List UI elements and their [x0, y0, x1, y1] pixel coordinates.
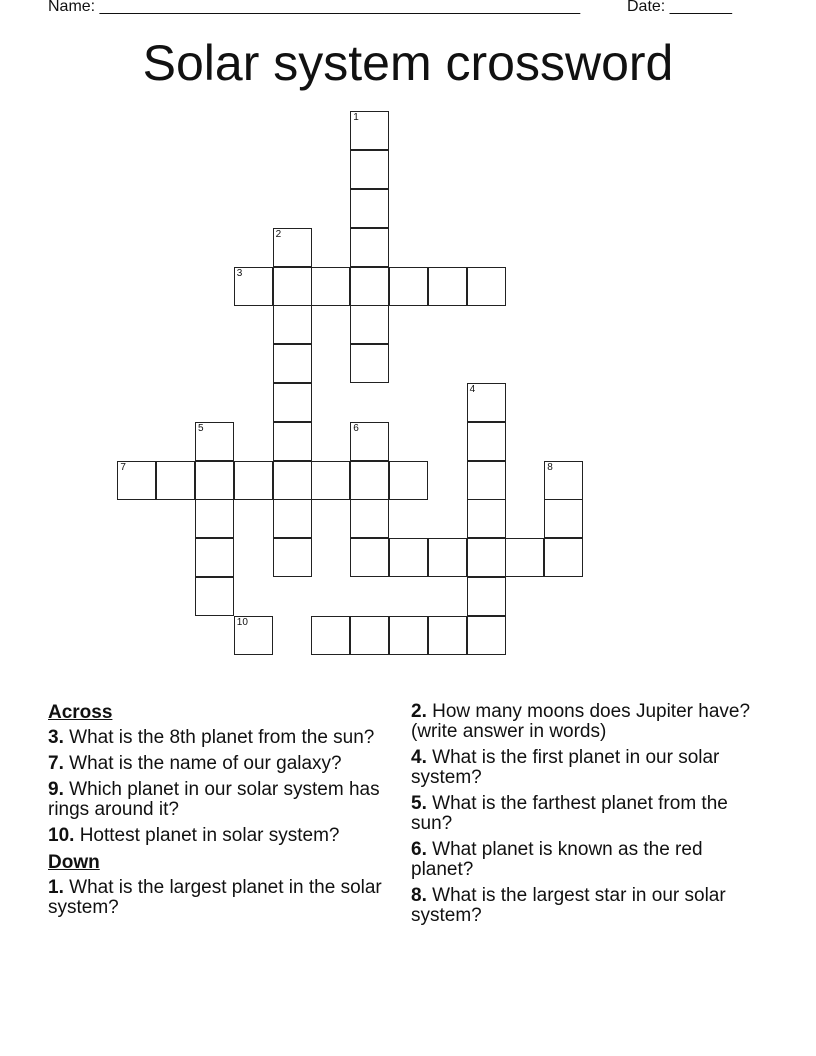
clue-number: 9.	[48, 779, 64, 800]
grid-cell[interactable]	[273, 228, 312, 267]
grid-cell[interactable]	[350, 538, 389, 577]
clue-number: 4.	[411, 747, 427, 768]
cell-number: 1	[353, 112, 359, 124]
cell-number: 3	[236, 267, 243, 279]
grid-cell[interactable]	[273, 422, 312, 461]
grid-cell[interactable]	[467, 422, 506, 461]
grid-cell[interactable]	[117, 461, 156, 500]
cell-number: 10	[236, 616, 248, 628]
cell-number: 2	[275, 228, 282, 240]
grid-cell[interactable]	[273, 344, 312, 383]
clue-text: What planet is known as the red planet?	[411, 839, 703, 880]
grid-cell[interactable]	[350, 344, 389, 383]
grid-cell[interactable]	[350, 267, 389, 306]
clue-number: 2.	[411, 701, 427, 722]
clue-text: What is the 8th planet from the sun?	[69, 727, 375, 748]
grid-cell[interactable]	[467, 499, 506, 538]
clue-text: Which planet in our solar system has rings around it?	[48, 779, 380, 820]
grid-cell[interactable]	[195, 538, 234, 577]
clues-right-column	[411, 702, 751, 932]
down-heading: Down	[48, 852, 100, 873]
clue-number: 1.	[48, 877, 64, 898]
clue-text: What is the farthest planet from the sun?	[411, 793, 728, 834]
cell-number: 8	[547, 461, 553, 473]
grid-cell[interactable]	[544, 538, 583, 577]
grid-cell[interactable]	[467, 461, 506, 500]
grid-cell[interactable]	[311, 616, 350, 655]
grid-cell[interactable]	[389, 267, 428, 306]
grid-cell[interactable]	[389, 616, 428, 655]
grid-cell[interactable]	[234, 616, 273, 655]
across-clue-10	[48, 826, 388, 846]
down-clue-8	[411, 886, 751, 926]
grid-cell[interactable]	[195, 461, 234, 500]
grid-cell[interactable]	[311, 267, 350, 306]
page-title: Solar system crossword	[142, 35, 674, 91]
grid-cell[interactable]	[350, 305, 389, 344]
clue-text: What is the largest star in our solar system?	[411, 885, 726, 926]
grid-cell[interactable]	[544, 461, 583, 500]
down-clue-2	[411, 702, 751, 742]
grid-cell[interactable]	[311, 461, 350, 500]
grid-cell[interactable]	[467, 616, 506, 655]
clue-number: 8.	[411, 885, 427, 906]
grid-cell[interactable]	[195, 499, 234, 538]
grid-cell[interactable]	[350, 499, 389, 538]
grid-cell[interactable]	[428, 616, 467, 655]
clue-number: 3.	[48, 727, 64, 748]
clue-text: What is the first planet in our solar system?	[411, 747, 720, 788]
grid-cell[interactable]	[389, 461, 428, 500]
clue-number: 6.	[411, 839, 427, 860]
clue-text: How many moons does Jupiter have?(write answer in words)	[411, 701, 751, 742]
down-clue-4	[411, 748, 751, 788]
across-clue-7	[48, 754, 388, 774]
clue-number: 10.	[48, 825, 75, 846]
grid-cell[interactable]	[273, 305, 312, 344]
grid-cell[interactable]	[467, 538, 506, 577]
grid-cell[interactable]	[350, 228, 389, 267]
grid-cell[interactable]	[350, 111, 389, 150]
grid-cell[interactable]	[350, 150, 389, 189]
cell-number: 7	[120, 461, 126, 473]
across-clue-9	[48, 780, 388, 820]
grid-cell[interactable]	[428, 538, 467, 577]
grid-cell[interactable]	[195, 422, 234, 461]
grid-cell[interactable]	[428, 267, 467, 306]
grid-cell[interactable]	[467, 267, 506, 306]
clue-text: What is the largest planet in the solar system?	[48, 877, 382, 918]
across-clue-3	[48, 728, 388, 748]
across-heading: Across	[48, 702, 113, 723]
grid-cell[interactable]	[350, 422, 389, 461]
grid-cell[interactable]	[467, 577, 506, 616]
down-clue-6	[411, 840, 751, 880]
cell-number: 6	[353, 422, 359, 434]
grid-cell[interactable]	[350, 189, 389, 228]
grid-cell[interactable]	[273, 538, 312, 577]
grid-cell[interactable]	[350, 616, 389, 655]
clue-number: 5.	[411, 793, 427, 814]
grid-cell[interactable]	[350, 461, 389, 500]
date-field-label: Date: _______	[627, 0, 732, 15]
grid-cell[interactable]	[273, 383, 312, 422]
grid-cell[interactable]	[544, 499, 583, 538]
clue-number: 7.	[48, 753, 64, 774]
clue-text: Hottest planet in solar system?	[79, 825, 340, 846]
grid-cell[interactable]	[156, 461, 195, 500]
grid-cell[interactable]	[389, 538, 428, 577]
grid-cell[interactable]	[234, 461, 273, 500]
cell-number: 4	[469, 384, 476, 395]
grid-cell[interactable]	[273, 267, 312, 306]
clue-text: What is the name of our galaxy?	[69, 753, 342, 774]
grid-cell[interactable]	[195, 577, 234, 616]
clues-left-column	[48, 702, 388, 924]
grid-cell[interactable]	[273, 499, 312, 538]
down-clue-5	[411, 794, 751, 834]
cell-number: 5	[198, 422, 204, 434]
grid-cell[interactable]	[234, 267, 273, 306]
grid-cell[interactable]	[467, 383, 506, 422]
name-field-label: Name: ______________________________________________________	[48, 0, 581, 15]
grid-cell[interactable]	[273, 461, 312, 500]
grid-cell[interactable]	[505, 538, 544, 577]
down-clue-1	[48, 878, 388, 918]
